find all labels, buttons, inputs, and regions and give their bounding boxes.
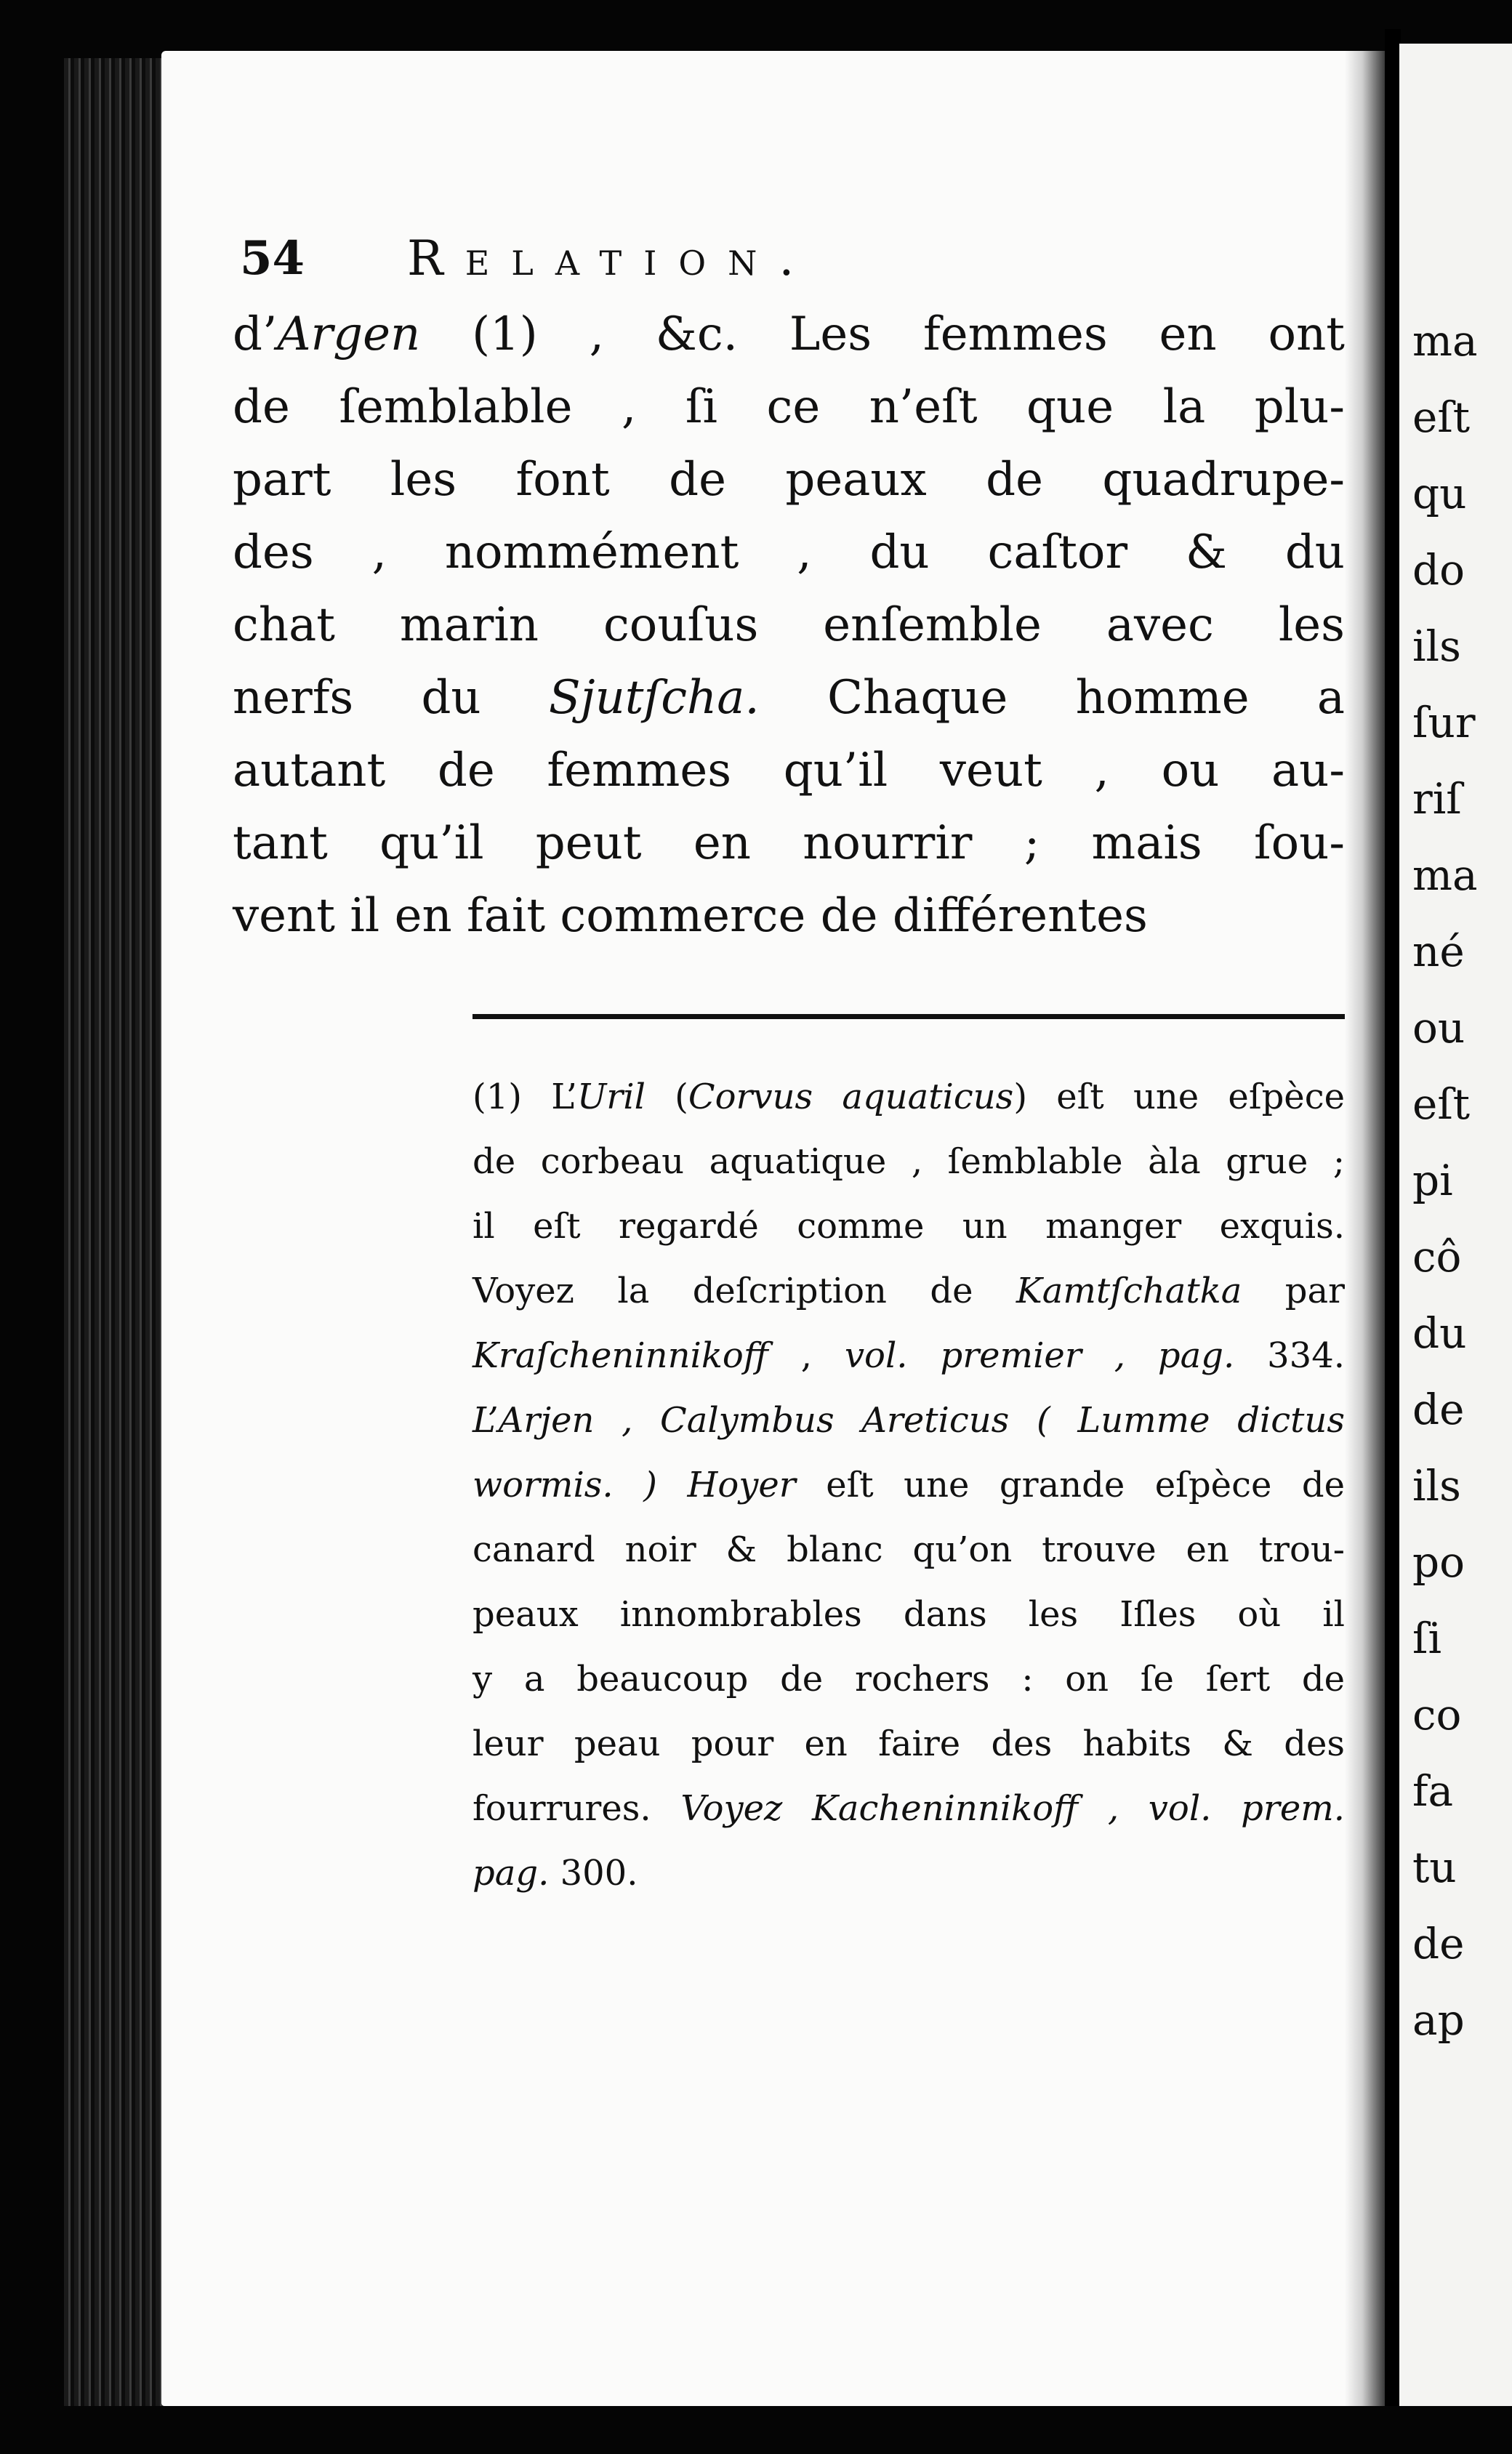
facing-page-line: pi: [1412, 1156, 1453, 1205]
facing-page-line: ap: [1412, 1995, 1465, 2045]
facing-page-line: tu: [1412, 1843, 1457, 1892]
footnote-line: fourrures. Voyez Kacheninnikoff , vol. prem.: [472, 1788, 1345, 1829]
gutter-shadow: [1345, 51, 1388, 2406]
body-line: d’Argen (1) , &c. Les femmes en ont: [233, 307, 1345, 361]
facing-page-line: ils: [1412, 621, 1461, 671]
facing-page-line: ſi: [1412, 1614, 1442, 1663]
footnote-line: (1) L’Uril (Corvus aquaticus) eſt une eſpèce: [472, 1077, 1345, 1117]
footnote-line: Voyez la deſcription de Kamtſchatka par: [472, 1271, 1346, 1311]
footnote-line: L’Arjen , Calymbus Areticus ( Lumme dictus: [472, 1400, 1345, 1441]
footnote-line: pag. 300.: [472, 1853, 638, 1894]
facing-page-line: co: [1412, 1690, 1462, 1739]
body-line: nerfs du Sjutſcha. Chaque homme a: [233, 671, 1346, 725]
facing-page-line: ma: [1412, 316, 1478, 366]
book-binding: [1385, 29, 1401, 2406]
footnote-line: de corbeau aquatique , ſemblable àla grue ;: [472, 1141, 1345, 1182]
facing-page-line: ma: [1412, 850, 1478, 900]
body-line: vent il en fait commerce de différentes: [233, 889, 1148, 943]
facing-page-line: de: [1412, 1385, 1465, 1434]
facing-page-line: ou: [1412, 1003, 1465, 1053]
body-text: [233, 298, 1345, 952]
footnote-line: il eſt regardé comme un manger exquis.: [472, 1206, 1345, 1247]
facing-page-line: riſ: [1412, 774, 1462, 824]
body-line: des , nommément , du caſtor & du: [233, 526, 1345, 579]
footnotes: [472, 1065, 1345, 1906]
body-line: tant qu’il peut en nourrir ; mais ſou-: [233, 816, 1345, 870]
body-line: part les font de peaux de quadrupe-: [233, 453, 1345, 507]
footnote-line: Kraſcheninnikoff , vol. premier , pag. 334.: [472, 1335, 1345, 1376]
footnote-line: canard noir & blanc qu’on trouve en trou-: [472, 1529, 1345, 1570]
facing-page-line: du: [1412, 1308, 1467, 1358]
facing-page-line: do: [1412, 545, 1465, 595]
body-line: de ſemblable , ſi ce n’eſt que la plu-: [233, 380, 1345, 434]
page-number: 54: [240, 231, 305, 286]
facing-page-line: né: [1412, 927, 1465, 976]
facing-page-line: eſt: [1412, 1079, 1471, 1129]
facing-page-line: cô: [1412, 1232, 1462, 1282]
facing-page-fragment: [1399, 44, 1512, 2406]
book-page-edges: [64, 58, 166, 2406]
facing-page-line: eſt: [1412, 393, 1471, 442]
footnote-rule: [472, 1014, 1345, 1019]
facing-page-line: ils: [1412, 1461, 1461, 1510]
facing-page-line: fa: [1412, 1766, 1454, 1816]
body-line: autant de femmes qu’il veut , ou au-: [233, 744, 1345, 797]
facing-page-line: ſur: [1412, 698, 1476, 747]
footnote-line: leur peau pour en faire des habits & des: [472, 1723, 1345, 1764]
footnote-line: y a beaucoup de rochers : on ſe ſert de: [472, 1659, 1345, 1699]
running-title: Relation.: [407, 230, 816, 286]
facing-page-line: po: [1412, 1537, 1465, 1587]
footnote-line: wormis. ) Hoyer eſt une grande eſpèce de: [472, 1465, 1346, 1505]
facing-page-line: de: [1412, 1919, 1465, 1968]
facing-page-line: qu: [1412, 469, 1467, 518]
body-line: chat marin couſus enſemble avec les: [233, 598, 1345, 652]
footnote-line: peaux innombrables dans les Iſles où il: [472, 1594, 1345, 1635]
running-head: [240, 231, 1345, 289]
